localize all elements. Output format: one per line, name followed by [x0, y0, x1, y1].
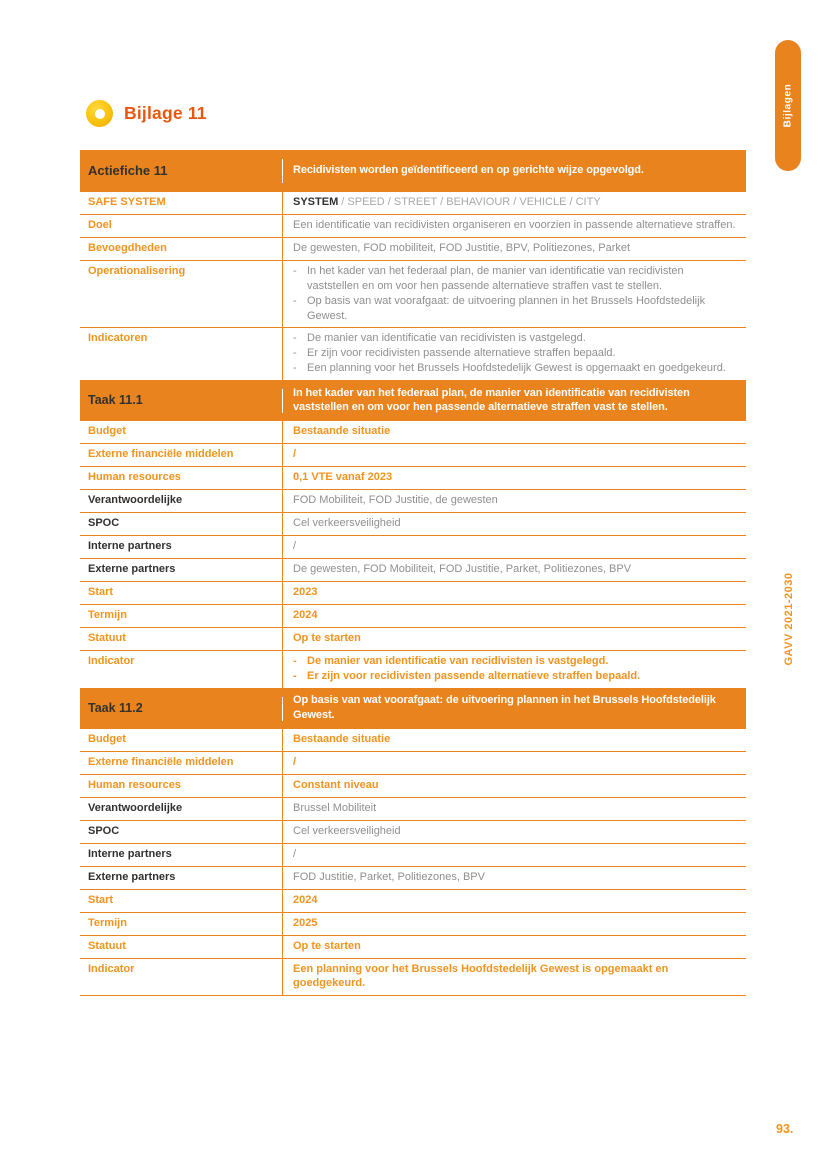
table-row-interne-partners-2 [80, 844, 746, 867]
table-row-termijn-2 [80, 913, 746, 936]
row-label: Human resources [80, 467, 283, 489]
row-value: / [293, 539, 297, 552]
bullet-dash: - [293, 654, 297, 667]
bullet-item [293, 654, 736, 669]
table-row-externe-financiele-middelen-2 [80, 752, 746, 775]
table-row-doel [80, 215, 746, 238]
row-value: Bestaande situatie [293, 732, 391, 745]
bullet-text: Op basis van wat voorafgaat: de uitvoering plannen in het Brussels Hoofdstedelijk Gewest. [307, 294, 706, 322]
row-label: Externe financiële middelen [80, 752, 283, 774]
row-value: 0,1 VTE vanaf 2023 [293, 470, 393, 483]
bullet-item [293, 669, 736, 684]
table-row-taak-11-1 [80, 381, 746, 421]
bullet-item [293, 331, 736, 346]
bullet-text: Er zijn voor recidivisten passende alternatieve straffen bepaald. [307, 669, 641, 682]
row-label: Human resources [80, 775, 283, 797]
row-value: De gewesten, FOD Mobiliteit, FOD Justitie, Parket, Politiezones, BPV [293, 562, 632, 575]
bullet-text: Een planning voor het Brussels Hoofdstedelijk Gewest is opgemaakt en goedgekeurd. [307, 362, 726, 375]
row-label: Indicator [80, 959, 283, 996]
table-row-start-1 [80, 582, 746, 605]
row-label: Actiefiche 11 [80, 159, 283, 184]
table-row-budget-1 [80, 421, 746, 444]
row-value: Bestaande situatie [293, 424, 391, 437]
row-value: Recidivisten worden geïdentificeerd en op gerichte wijze opgevolgd. [293, 164, 644, 177]
row-label: Operationalisering [80, 261, 283, 327]
table-row-operationalisering [80, 261, 746, 328]
bullet-dash: - [293, 265, 297, 277]
chapter-tab-bijlagen[interactable] [775, 40, 801, 171]
row-value: In het kader van het federaal plan, de manier van identificatie van recidivisten vaststellen en om voor hen passende alternatieve straffen vast te stellen. [293, 386, 690, 414]
row-label: Doel [80, 215, 283, 237]
row-label: Verantwoordelijke [80, 490, 283, 512]
table-row-externe-partners-2 [80, 867, 746, 890]
table-row-indicator-2 [80, 959, 746, 997]
row-value: FOD Mobiliteit, FOD Justitie, de gewesten [293, 493, 498, 506]
row-label: Interne partners [80, 844, 283, 866]
row-value: 2024 [293, 608, 318, 621]
table-row-indicator-1 [80, 651, 746, 689]
row-label: Taak 11.2 [80, 697, 283, 721]
row-label: Termijn [80, 913, 283, 935]
bullet-text: De manier van identificatie van recidivisten is vastgelegd. [307, 654, 609, 667]
section-title [86, 100, 207, 127]
row-value [283, 328, 746, 380]
row-value: / [293, 447, 297, 460]
row-label: Bevoegdheden [80, 238, 283, 260]
row-label: Start [80, 582, 283, 604]
row-value: Cel verkeersveiligheid [293, 516, 401, 529]
row-value: 2024 [293, 893, 318, 906]
table-row-actiefiche [80, 150, 746, 192]
row-value: Op te starten [293, 631, 361, 644]
row-value: / [293, 755, 297, 768]
chapter-tab-label: Bijlagen [782, 83, 794, 128]
table-row-bevoegdheden [80, 238, 746, 261]
table-row-termijn-1 [80, 605, 746, 628]
row-label: Statuut [80, 628, 283, 650]
bullet-dash: - [293, 362, 297, 375]
row-value: 2025 [293, 916, 318, 929]
row-label: Budget [80, 729, 283, 751]
table-row-statuut-2 [80, 936, 746, 959]
table-row-verantwoordelijke-1 [80, 490, 746, 513]
row-value [283, 651, 746, 688]
row-label: Budget [80, 421, 283, 443]
table-row-spoc-1 [80, 513, 746, 536]
row-label: Verantwoordelijke [80, 798, 283, 820]
row-value: FOD Justitie, Parket, Politiezones, BPV [293, 870, 485, 883]
actiefiche-table [80, 150, 746, 996]
row-value: 2023 [293, 585, 318, 598]
table-row-statuut-1 [80, 628, 746, 651]
row-value: Een identificatie van recidivisten organiseren en voorzien in passende alternatieve straffen. [293, 219, 736, 231]
donut-bullet-icon [86, 100, 113, 127]
row-label: Externe partners [80, 559, 283, 581]
page-number: 93. [776, 1122, 794, 1136]
document-edge-label: GAVV 2021-2030 [783, 572, 795, 666]
row-label: Statuut [80, 936, 283, 958]
bullet-item [293, 294, 736, 324]
table-row-taak-11-2 [80, 689, 746, 729]
table-row-safe-system [80, 192, 746, 215]
bullet-dash: - [293, 332, 297, 345]
row-value: Brussel Mobiliteit [293, 801, 377, 814]
row-label: Start [80, 890, 283, 912]
table-row-externe-partners-1 [80, 559, 746, 582]
row-label: Indicator [80, 651, 283, 688]
table-row-budget-2 [80, 729, 746, 752]
safe-system-options: / SPEED / STREET / BEHAVIOUR / VEHICLE / CITY [338, 196, 601, 208]
row-value: De gewesten, FOD mobiliteit, FOD Justitie, BPV, Politiezones, Parket [293, 242, 631, 254]
table-row-spoc-2 [80, 821, 746, 844]
bullet-item [293, 361, 736, 376]
table-row-verantwoordelijke-2 [80, 798, 746, 821]
bullet-text: In het kader van het federaal plan, de manier van identificatie van recidivisten vaststellen en om voor hen passende alternatieve straffen vast te stellen. [307, 265, 684, 292]
row-value: Cel verkeersveiligheid [293, 824, 401, 837]
row-label: Externe partners [80, 867, 283, 889]
row-value: Op te starten [293, 939, 361, 952]
row-value [283, 261, 746, 327]
table-row-indicatoren [80, 328, 746, 381]
row-value: Een planning voor het Brussels Hoofdstedelijk Gewest is opgemaakt en goedgekeurd. [293, 962, 669, 990]
row-value: / [293, 847, 297, 860]
row-label: Taak 11.1 [80, 389, 283, 413]
row-value [283, 192, 746, 214]
row-label: SPOC [80, 821, 283, 843]
row-value: Constant niveau [293, 778, 379, 791]
row-label: SAFE SYSTEM [80, 192, 283, 214]
table-row-human-resources-2 [80, 775, 746, 798]
bullet-item [293, 346, 736, 361]
bullet-dash: - [293, 294, 297, 307]
row-label: Termijn [80, 605, 283, 627]
table-row-human-resources-1 [80, 467, 746, 490]
page-title: Bijlage 11 [124, 103, 207, 123]
row-value: Op basis van wat voorafgaat: de uitvoering plannen in het Brussels Hoofdstedelijk Gewest. [293, 694, 716, 722]
row-label: Indicatoren [80, 328, 283, 380]
row-label: Interne partners [80, 536, 283, 558]
bullet-item [293, 264, 736, 294]
bullet-dash: - [293, 669, 297, 682]
safe-system-selected: SYSTEM [293, 196, 339, 208]
bullet-dash: - [293, 347, 297, 360]
table-row-externe-financiele-middelen-1 [80, 444, 746, 467]
table-row-start-2 [80, 890, 746, 913]
bullet-text: De manier van identificatie van recidivisten is vastgelegd. [307, 332, 586, 345]
bullet-text: Er zijn voor recidivisten passende alternatieve straffen bepaald. [307, 347, 616, 360]
table-row-interne-partners-1 [80, 536, 746, 559]
row-label: SPOC [80, 513, 283, 535]
row-label: Externe financiële middelen [80, 444, 283, 466]
